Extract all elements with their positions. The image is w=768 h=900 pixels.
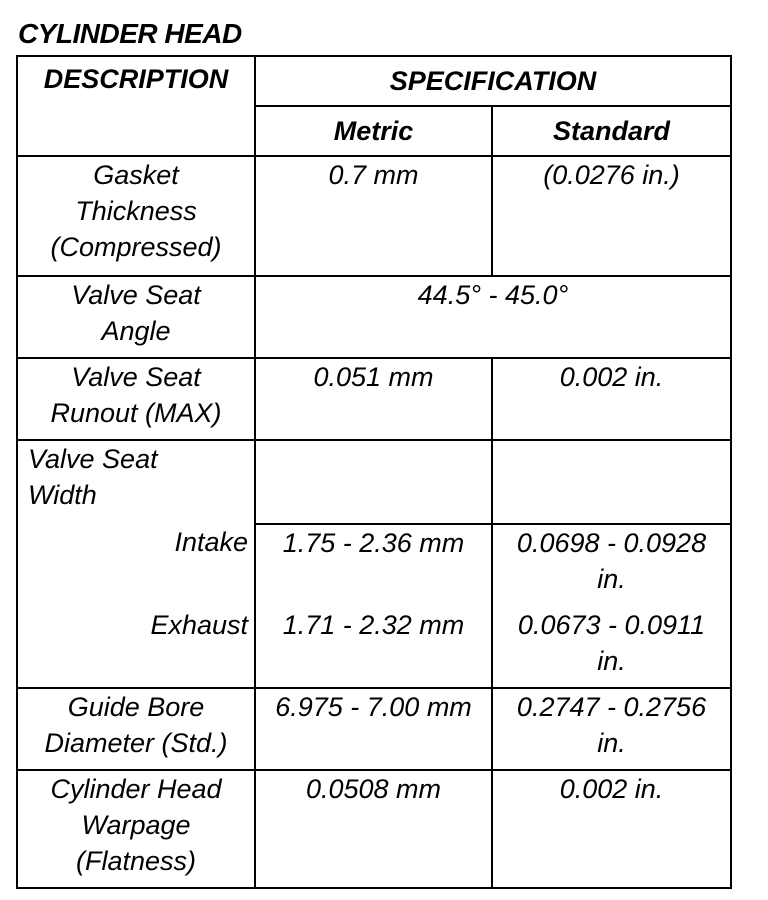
table-row <box>17 770 731 888</box>
standard-header: Standard <box>492 106 731 156</box>
standard-line: 0.0673 - 0.0911 <box>517 610 706 640</box>
table-row <box>17 688 731 770</box>
standard-value: 0.002 in. <box>492 770 731 888</box>
description-line: Width <box>28 480 97 510</box>
metric-value: 0.051 mm <box>255 358 492 440</box>
table-row <box>17 156 731 276</box>
standard-line: 0.2747 - 0.2756 <box>516 692 707 722</box>
standard-value <box>492 524 731 607</box>
metric-value: 0.7 mm <box>255 156 492 276</box>
metric-value: 1.71 - 2.32 mm <box>255 607 492 688</box>
standard-value: (0.0276 in.) <box>492 156 731 276</box>
metric-header: Metric <box>255 106 492 156</box>
row-description <box>17 358 255 440</box>
description-line: Guide Bore <box>67 692 205 722</box>
table-row <box>17 440 731 524</box>
exhaust-label: Exhaust <box>17 607 255 688</box>
standard-line: 0.0698 - 0.0928 <box>516 528 707 558</box>
standard-line: in. <box>597 646 626 676</box>
table-row <box>17 607 731 688</box>
description-header: DESCRIPTION <box>17 56 255 156</box>
description-line: Warpage <box>81 810 191 840</box>
description-line: Runout (MAX) <box>50 398 222 428</box>
description-line: Thickness <box>75 196 197 226</box>
description-line: (Compressed) <box>50 232 222 262</box>
table-row <box>17 358 731 440</box>
metric-value: 0.0508 mm <box>255 770 492 888</box>
table-row <box>17 276 731 358</box>
row-description <box>17 276 255 358</box>
spec-table <box>16 55 732 889</box>
description-line: Cylinder Head <box>50 774 222 804</box>
description-line: (Flatness) <box>75 846 197 876</box>
description-line: Valve Seat <box>28 444 158 474</box>
description-line: Angle <box>101 316 171 346</box>
description-line: Valve Seat <box>71 362 201 392</box>
table-row <box>17 524 731 607</box>
standard-line: in. <box>597 564 626 594</box>
standard-value <box>492 688 731 770</box>
metric-value-empty <box>255 440 492 524</box>
standard-line: in. <box>597 728 626 758</box>
angle-value: 44.5° - 45.0° <box>255 276 731 358</box>
page-title: CYLINDER HEAD <box>18 18 242 49</box>
row-description <box>17 440 255 524</box>
intake-label: Intake <box>17 524 255 607</box>
standard-value-empty <box>492 440 731 524</box>
description-line: Gasket <box>93 160 179 190</box>
header-row <box>17 56 731 106</box>
metric-value: 1.75 - 2.36 mm <box>255 524 492 607</box>
description-line: Diameter (Std.) <box>44 728 228 758</box>
row-description <box>17 156 255 276</box>
metric-value: 6.975 - 7.00 mm <box>255 688 492 770</box>
row-description <box>17 688 255 770</box>
specification-header: SPECIFICATION <box>255 56 731 106</box>
row-description <box>17 770 255 888</box>
standard-value <box>492 607 731 688</box>
description-line: Valve Seat <box>71 280 201 310</box>
standard-value: 0.002 in. <box>492 358 731 440</box>
